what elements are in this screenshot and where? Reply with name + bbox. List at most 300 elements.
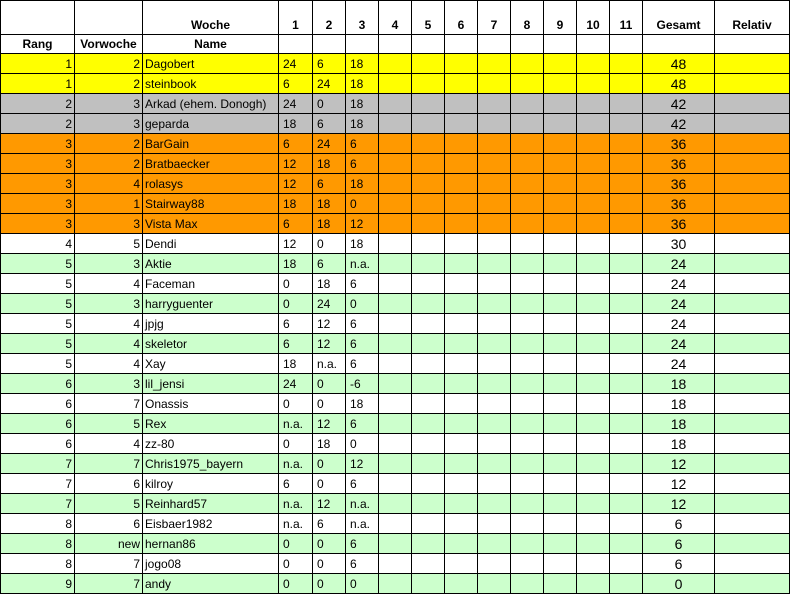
week-11-cell bbox=[610, 574, 643, 594]
week-2-cell: 12 bbox=[313, 414, 346, 434]
header-week-8: 8 bbox=[511, 1, 544, 35]
table-row bbox=[1, 174, 790, 194]
week-2-cell: 0 bbox=[313, 554, 346, 574]
week-3-cell: 6 bbox=[346, 274, 379, 294]
week-4-cell bbox=[379, 414, 412, 434]
week-11-cell bbox=[610, 54, 643, 74]
week-3-cell: 6 bbox=[346, 354, 379, 374]
week-3-cell: 18 bbox=[346, 394, 379, 414]
week-4-cell bbox=[379, 194, 412, 214]
week-9-cell bbox=[544, 194, 577, 214]
relativ-cell bbox=[715, 434, 790, 454]
name-cell: Reinhard57 bbox=[143, 494, 279, 514]
week-2-cell: 0 bbox=[313, 374, 346, 394]
week-10-cell bbox=[577, 474, 610, 494]
gesamt-cell: 24 bbox=[643, 274, 715, 294]
week-5-cell bbox=[412, 54, 445, 74]
name-cell: Aktie bbox=[143, 254, 279, 274]
name-cell: jogo08 bbox=[143, 554, 279, 574]
week-11-cell bbox=[610, 74, 643, 94]
name-cell: geparda bbox=[143, 114, 279, 134]
week-1-cell: 6 bbox=[279, 134, 313, 154]
week-8-cell bbox=[511, 554, 544, 574]
week-4-cell bbox=[379, 174, 412, 194]
rang-cell: 3 bbox=[1, 154, 75, 174]
week-9-cell bbox=[544, 354, 577, 374]
week-10-cell bbox=[577, 94, 610, 114]
week-7-cell bbox=[478, 334, 511, 354]
name-cell: Faceman bbox=[143, 274, 279, 294]
week-4-cell bbox=[379, 534, 412, 554]
gesamt-cell: 18 bbox=[643, 394, 715, 414]
week-7-cell bbox=[478, 274, 511, 294]
week-1-cell: 6 bbox=[279, 74, 313, 94]
rang-cell: 6 bbox=[1, 374, 75, 394]
week-11-cell bbox=[610, 274, 643, 294]
week-3-cell: 6 bbox=[346, 314, 379, 334]
week-3-cell: n.a. bbox=[346, 494, 379, 514]
name-cell: Arkad (ehem. Donogh) bbox=[143, 94, 279, 114]
vorwoche-cell: 2 bbox=[75, 74, 143, 94]
relativ-cell bbox=[715, 454, 790, 474]
week-8-cell bbox=[511, 154, 544, 174]
header-week-3: 3 bbox=[346, 1, 379, 35]
relativ-cell bbox=[715, 274, 790, 294]
week-5-cell bbox=[412, 534, 445, 554]
week-9-cell bbox=[544, 374, 577, 394]
week-9-cell bbox=[544, 254, 577, 274]
week-7-cell bbox=[478, 314, 511, 334]
week-10-cell bbox=[577, 374, 610, 394]
table-row bbox=[1, 354, 790, 374]
week-1-cell: n.a. bbox=[279, 494, 313, 514]
week-8-cell bbox=[511, 234, 544, 254]
week-9-cell bbox=[544, 434, 577, 454]
week-10-cell bbox=[577, 534, 610, 554]
week-3-cell: 18 bbox=[346, 74, 379, 94]
vorwoche-cell: 2 bbox=[75, 54, 143, 74]
week-8-cell bbox=[511, 354, 544, 374]
vorwoche-cell: new bbox=[75, 534, 143, 554]
gesamt-cell: 12 bbox=[643, 474, 715, 494]
week-5-cell bbox=[412, 394, 445, 414]
gesamt-cell: 12 bbox=[643, 454, 715, 474]
week-5-cell bbox=[412, 74, 445, 94]
rang-cell: 5 bbox=[1, 314, 75, 334]
vorwoche-cell: 6 bbox=[75, 514, 143, 534]
week-9-cell bbox=[544, 294, 577, 314]
week-4-cell bbox=[379, 314, 412, 334]
week-8-cell bbox=[511, 174, 544, 194]
table-row bbox=[1, 474, 790, 494]
week-1-cell: 0 bbox=[279, 534, 313, 554]
rang-cell: 3 bbox=[1, 214, 75, 234]
relativ-cell bbox=[715, 154, 790, 174]
week-1-cell: 12 bbox=[279, 174, 313, 194]
week-4-cell bbox=[379, 234, 412, 254]
header-relativ: Relativ bbox=[715, 1, 790, 35]
name-cell: Stairway88 bbox=[143, 194, 279, 214]
week-11-cell bbox=[610, 114, 643, 134]
week-9-cell bbox=[544, 574, 577, 594]
gesamt-cell: 18 bbox=[643, 414, 715, 434]
rang-cell: 7 bbox=[1, 454, 75, 474]
week-8-cell bbox=[511, 474, 544, 494]
week-11-cell bbox=[610, 154, 643, 174]
table-row bbox=[1, 234, 790, 254]
gesamt-cell: 36 bbox=[643, 214, 715, 234]
week-7-cell bbox=[478, 494, 511, 514]
week-7-cell bbox=[478, 214, 511, 234]
relativ-cell bbox=[715, 114, 790, 134]
week-9-cell bbox=[544, 214, 577, 234]
week-4-cell bbox=[379, 154, 412, 174]
week-1-cell: 12 bbox=[279, 154, 313, 174]
gesamt-cell: 42 bbox=[643, 114, 715, 134]
table-row bbox=[1, 414, 790, 434]
week-8-cell bbox=[511, 534, 544, 554]
relativ-cell bbox=[715, 394, 790, 414]
week-11-cell bbox=[610, 474, 643, 494]
table-row bbox=[1, 54, 790, 74]
relativ-cell bbox=[715, 374, 790, 394]
week-5-cell bbox=[412, 154, 445, 174]
table-row bbox=[1, 494, 790, 514]
week-4-cell bbox=[379, 454, 412, 474]
week-4-cell bbox=[379, 514, 412, 534]
relativ-cell bbox=[715, 194, 790, 214]
week-7-cell bbox=[478, 294, 511, 314]
rang-cell: 6 bbox=[1, 394, 75, 414]
week-10-cell bbox=[577, 154, 610, 174]
vorwoche-cell: 3 bbox=[75, 294, 143, 314]
week-6-cell bbox=[445, 454, 478, 474]
week-2-cell: 6 bbox=[313, 54, 346, 74]
week-3-cell: -6 bbox=[346, 374, 379, 394]
week-3-cell: 0 bbox=[346, 194, 379, 214]
vorwoche-cell: 4 bbox=[75, 434, 143, 454]
week-11-cell bbox=[610, 494, 643, 514]
name-cell: zz-80 bbox=[143, 434, 279, 454]
gesamt-cell: 36 bbox=[643, 154, 715, 174]
relativ-cell bbox=[715, 414, 790, 434]
table-row bbox=[1, 154, 790, 174]
relativ-cell bbox=[715, 514, 790, 534]
week-4-cell bbox=[379, 554, 412, 574]
week-7-cell bbox=[478, 134, 511, 154]
week-1-cell: 0 bbox=[279, 434, 313, 454]
table-row bbox=[1, 514, 790, 534]
week-4-cell bbox=[379, 334, 412, 354]
week-6-cell bbox=[445, 534, 478, 554]
week-3-cell: 0 bbox=[346, 434, 379, 454]
week-2-cell: 0 bbox=[313, 94, 346, 114]
week-2-cell: 6 bbox=[313, 254, 346, 274]
week-3-cell: 12 bbox=[346, 214, 379, 234]
week-4-cell bbox=[379, 574, 412, 594]
week-11-cell bbox=[610, 294, 643, 314]
table-row bbox=[1, 294, 790, 314]
week-1-cell: 0 bbox=[279, 294, 313, 314]
relativ-cell bbox=[715, 534, 790, 554]
week-5-cell bbox=[412, 574, 445, 594]
week-1-cell: 0 bbox=[279, 394, 313, 414]
vorwoche-cell: 3 bbox=[75, 94, 143, 114]
week-1-cell: 0 bbox=[279, 274, 313, 294]
week-11-cell bbox=[610, 314, 643, 334]
table-row bbox=[1, 534, 790, 554]
week-11-cell bbox=[610, 354, 643, 374]
week-5-cell bbox=[412, 374, 445, 394]
week-7-cell bbox=[478, 434, 511, 454]
rang-cell: 5 bbox=[1, 254, 75, 274]
header-row-columns bbox=[1, 35, 790, 54]
name-cell: Dendi bbox=[143, 234, 279, 254]
week-3-cell: 18 bbox=[346, 234, 379, 254]
name-cell: Bratbaecker bbox=[143, 154, 279, 174]
week-2-cell: 18 bbox=[313, 434, 346, 454]
week-4-cell bbox=[379, 354, 412, 374]
week-5-cell bbox=[412, 474, 445, 494]
week-7-cell bbox=[478, 454, 511, 474]
week-7-cell bbox=[478, 74, 511, 94]
week-7-cell bbox=[478, 154, 511, 174]
week-2-cell: 18 bbox=[313, 194, 346, 214]
table-row bbox=[1, 94, 790, 114]
week-7-cell bbox=[478, 234, 511, 254]
week-6-cell bbox=[445, 574, 478, 594]
week-4-cell bbox=[379, 374, 412, 394]
week-3-cell: 6 bbox=[346, 134, 379, 154]
table-row bbox=[1, 554, 790, 574]
vorwoche-cell: 4 bbox=[75, 274, 143, 294]
week-5-cell bbox=[412, 514, 445, 534]
week-7-cell bbox=[478, 54, 511, 74]
week-1-cell: 18 bbox=[279, 114, 313, 134]
week-6-cell bbox=[445, 214, 478, 234]
week-8-cell bbox=[511, 54, 544, 74]
week-4-cell bbox=[379, 294, 412, 314]
week-10-cell bbox=[577, 174, 610, 194]
week-6-cell bbox=[445, 514, 478, 534]
table-row bbox=[1, 254, 790, 274]
table-row bbox=[1, 574, 790, 594]
week-3-cell: 6 bbox=[346, 414, 379, 434]
week-2-cell: 18 bbox=[313, 214, 346, 234]
week-7-cell bbox=[478, 114, 511, 134]
header-woche: Woche bbox=[143, 1, 279, 35]
rang-cell: 5 bbox=[1, 354, 75, 374]
relativ-cell bbox=[715, 334, 790, 354]
week-1-cell: 6 bbox=[279, 214, 313, 234]
gesamt-cell: 24 bbox=[643, 254, 715, 274]
relativ-cell bbox=[715, 574, 790, 594]
week-6-cell bbox=[445, 274, 478, 294]
relativ-cell bbox=[715, 94, 790, 114]
week-6-cell bbox=[445, 354, 478, 374]
name-cell: Eisbaer1982 bbox=[143, 514, 279, 534]
rang-cell: 3 bbox=[1, 134, 75, 154]
week-2-cell: 24 bbox=[313, 294, 346, 314]
rang-cell: 5 bbox=[1, 294, 75, 314]
gesamt-cell: 48 bbox=[643, 54, 715, 74]
week-10-cell bbox=[577, 134, 610, 154]
week-8-cell bbox=[511, 274, 544, 294]
week-9-cell bbox=[544, 234, 577, 254]
gesamt-cell: 42 bbox=[643, 94, 715, 114]
week-3-cell: 18 bbox=[346, 54, 379, 74]
week-1-cell: 24 bbox=[279, 54, 313, 74]
header-rang: Rang bbox=[1, 35, 75, 54]
gesamt-cell: 36 bbox=[643, 134, 715, 154]
vorwoche-cell: 5 bbox=[75, 414, 143, 434]
week-1-cell: n.a. bbox=[279, 514, 313, 534]
week-8-cell bbox=[511, 394, 544, 414]
header-week-2: 2 bbox=[313, 1, 346, 35]
week-6-cell bbox=[445, 234, 478, 254]
week-10-cell bbox=[577, 254, 610, 274]
week-9-cell bbox=[544, 494, 577, 514]
week-6-cell bbox=[445, 494, 478, 514]
week-8-cell bbox=[511, 114, 544, 134]
header-week-7: 7 bbox=[478, 1, 511, 35]
rang-cell: 1 bbox=[1, 54, 75, 74]
week-2-cell: 0 bbox=[313, 474, 346, 494]
week-2-cell: 12 bbox=[313, 314, 346, 334]
week-10-cell bbox=[577, 574, 610, 594]
relativ-cell bbox=[715, 314, 790, 334]
relativ-cell bbox=[715, 174, 790, 194]
week-2-cell: 6 bbox=[313, 174, 346, 194]
rang-cell: 8 bbox=[1, 514, 75, 534]
week-10-cell bbox=[577, 294, 610, 314]
header-vorwoche: Vorwoche bbox=[75, 35, 143, 54]
week-6-cell bbox=[445, 94, 478, 114]
week-5-cell bbox=[412, 174, 445, 194]
week-11-cell bbox=[610, 234, 643, 254]
week-3-cell: n.a. bbox=[346, 254, 379, 274]
week-1-cell: 18 bbox=[279, 354, 313, 374]
week-6-cell bbox=[445, 554, 478, 574]
week-8-cell bbox=[511, 194, 544, 214]
gesamt-cell: 24 bbox=[643, 314, 715, 334]
name-cell: steinbook bbox=[143, 74, 279, 94]
header-week-4: 4 bbox=[379, 1, 412, 35]
week-1-cell: n.a. bbox=[279, 454, 313, 474]
week-10-cell bbox=[577, 54, 610, 74]
gesamt-cell: 6 bbox=[643, 534, 715, 554]
week-5-cell bbox=[412, 554, 445, 574]
relativ-cell bbox=[715, 134, 790, 154]
week-10-cell bbox=[577, 274, 610, 294]
week-1-cell: 18 bbox=[279, 194, 313, 214]
vorwoche-cell: 3 bbox=[75, 374, 143, 394]
week-10-cell bbox=[577, 554, 610, 574]
week-7-cell bbox=[478, 374, 511, 394]
week-8-cell bbox=[511, 334, 544, 354]
relativ-cell bbox=[715, 254, 790, 274]
week-2-cell: 0 bbox=[313, 454, 346, 474]
relativ-cell bbox=[715, 474, 790, 494]
rang-cell: 3 bbox=[1, 174, 75, 194]
week-9-cell bbox=[544, 534, 577, 554]
name-cell: lil_jensi bbox=[143, 374, 279, 394]
week-3-cell: 6 bbox=[346, 534, 379, 554]
week-3-cell: 18 bbox=[346, 174, 379, 194]
week-4-cell bbox=[379, 94, 412, 114]
vorwoche-cell: 7 bbox=[75, 554, 143, 574]
week-3-cell: 0 bbox=[346, 574, 379, 594]
week-1-cell: 0 bbox=[279, 554, 313, 574]
week-11-cell bbox=[610, 534, 643, 554]
gesamt-cell: 6 bbox=[643, 554, 715, 574]
name-cell: Xay bbox=[143, 354, 279, 374]
week-8-cell bbox=[511, 434, 544, 454]
table-row bbox=[1, 214, 790, 234]
week-7-cell bbox=[478, 514, 511, 534]
week-11-cell bbox=[610, 554, 643, 574]
rang-cell: 8 bbox=[1, 534, 75, 554]
header-week-1: 1 bbox=[279, 1, 313, 35]
week-1-cell: 18 bbox=[279, 254, 313, 274]
week-10-cell bbox=[577, 434, 610, 454]
week-6-cell bbox=[445, 114, 478, 134]
rang-cell: 5 bbox=[1, 274, 75, 294]
relativ-cell bbox=[715, 554, 790, 574]
week-7-cell bbox=[478, 534, 511, 554]
rang-cell: 7 bbox=[1, 474, 75, 494]
week-2-cell: n.a. bbox=[313, 354, 346, 374]
header-row-week bbox=[1, 1, 790, 35]
gesamt-cell: 18 bbox=[643, 434, 715, 454]
week-11-cell bbox=[610, 414, 643, 434]
name-cell: Onassis bbox=[143, 394, 279, 414]
week-2-cell: 0 bbox=[313, 534, 346, 554]
week-6-cell bbox=[445, 254, 478, 274]
week-2-cell: 12 bbox=[313, 494, 346, 514]
week-6-cell bbox=[445, 54, 478, 74]
week-8-cell bbox=[511, 454, 544, 474]
week-5-cell bbox=[412, 214, 445, 234]
week-8-cell bbox=[511, 314, 544, 334]
relativ-cell bbox=[715, 214, 790, 234]
week-10-cell bbox=[577, 334, 610, 354]
week-1-cell: 24 bbox=[279, 374, 313, 394]
week-2-cell: 12 bbox=[313, 334, 346, 354]
week-9-cell bbox=[544, 54, 577, 74]
rang-cell: 5 bbox=[1, 334, 75, 354]
week-9-cell bbox=[544, 414, 577, 434]
vorwoche-cell: 7 bbox=[75, 394, 143, 414]
week-9-cell bbox=[544, 134, 577, 154]
week-4-cell bbox=[379, 54, 412, 74]
name-cell: BarGain bbox=[143, 134, 279, 154]
week-2-cell: 0 bbox=[313, 234, 346, 254]
week-8-cell bbox=[511, 494, 544, 514]
relativ-cell bbox=[715, 234, 790, 254]
week-10-cell bbox=[577, 214, 610, 234]
week-7-cell bbox=[478, 194, 511, 214]
week-11-cell bbox=[610, 194, 643, 214]
vorwoche-cell: 4 bbox=[75, 174, 143, 194]
header-week-11: 11 bbox=[610, 1, 643, 35]
week-8-cell bbox=[511, 254, 544, 274]
week-3-cell: 6 bbox=[346, 334, 379, 354]
week-1-cell: 0 bbox=[279, 574, 313, 594]
table-row bbox=[1, 194, 790, 214]
week-8-cell bbox=[511, 74, 544, 94]
name-cell: jpjg bbox=[143, 314, 279, 334]
